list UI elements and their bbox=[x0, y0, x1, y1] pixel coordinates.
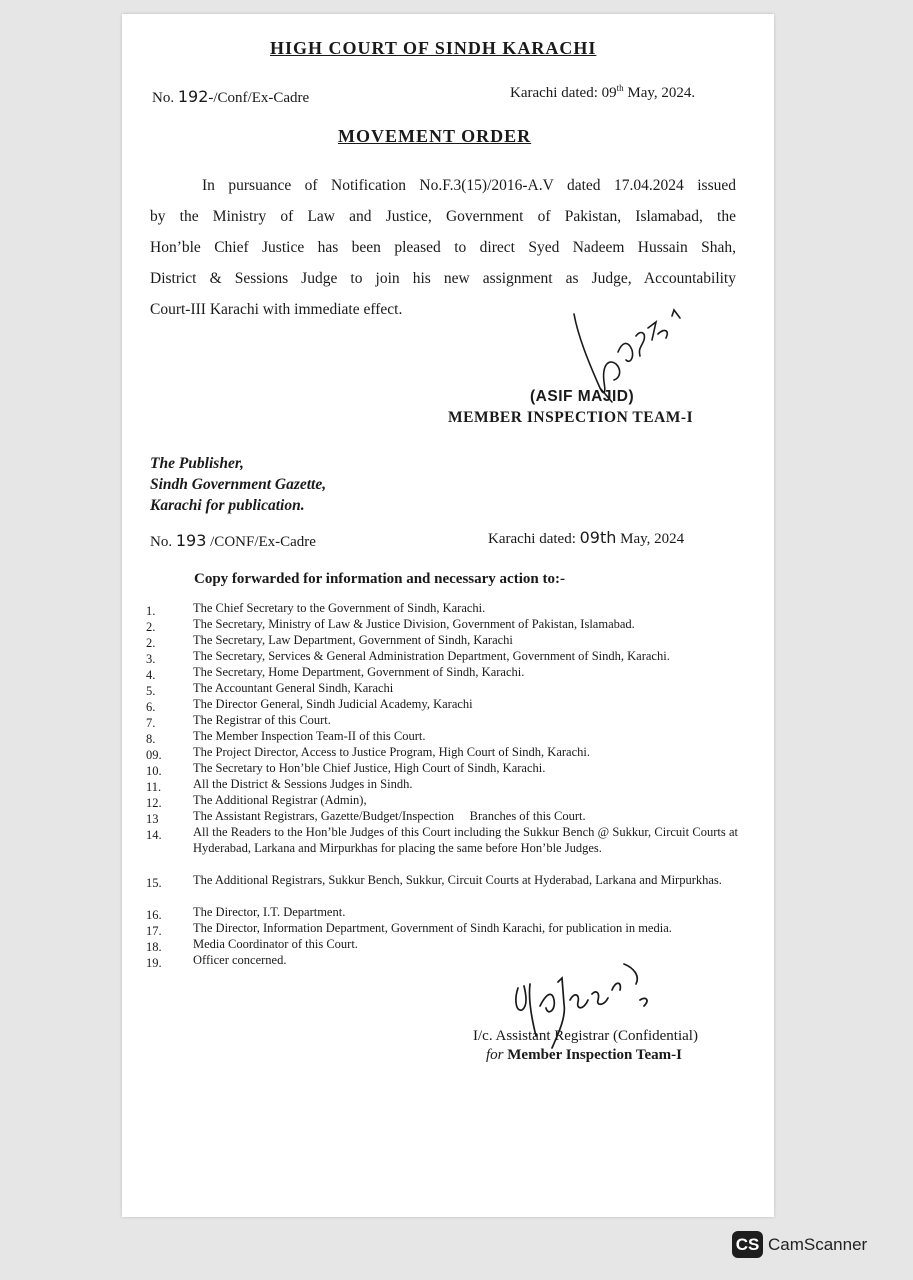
order-body-line: Hon’ble Chief Justice has been pleased to direct Syed Nadeem Hussain Shah, bbox=[150, 239, 736, 256]
list-item: 09. The Project Director, Access to Justice Program, High Court of Sindh, Karachi. bbox=[146, 745, 590, 762]
list-item: 2. The Secretary, Ministry of Law & Justice Division, Government of Pakistan, Islamabad. bbox=[146, 617, 635, 634]
order-body-line: Court-III Karachi with immediate effect. bbox=[150, 301, 403, 318]
list-item: 19. Officer concerned. bbox=[146, 953, 287, 970]
court-heading: HIGH COURT OF SINDH KARACHI bbox=[270, 38, 597, 58]
list-item: 17. The Director, Information Department, Government of Sindh Karachi, for publication in media. bbox=[146, 921, 672, 938]
signatory-name: (ASIF MAJID) bbox=[530, 388, 635, 405]
order-body-line: District & Sessions Judge to join his new assignment as Judge, Accountability bbox=[150, 270, 736, 287]
order-body-line: by the Ministry of Law and Justice, Government of Pakistan, Islamabad, the bbox=[150, 208, 736, 225]
publisher-address bbox=[150, 453, 326, 516]
list-item: 7. The Registrar of this Court. bbox=[146, 713, 331, 730]
list-item: 2. The Secretary, Law Department, Government of Sindh, Karachi bbox=[146, 633, 513, 650]
copy-date: Karachi dated: 09th May, 2024 bbox=[488, 528, 685, 547]
list-item: 1. The Chief Secretary to the Government of Sindh, Karachi. bbox=[146, 601, 486, 618]
assistant-registrar-label: I/c. Assistant Registrar (Confidential) bbox=[473, 1028, 698, 1044]
order-title: MOVEMENT ORDER bbox=[338, 126, 532, 146]
publisher-line: Karachi for publication. bbox=[150, 497, 305, 514]
order-date: Karachi dated: 09th May, 2024. bbox=[510, 83, 696, 101]
list-item: 3. The Secretary, Services & General Administration Department, Government of Sindh, Karachi. bbox=[146, 649, 670, 666]
list-item: 14. All the Readers to the Hon’ble Judges of this Court including the Sukkur Bench @ Sukkur, Circuit Courts at Hyderabad, Larkana and Mirpurkhas for placing the same before Hon’ble Judges. bbox=[146, 825, 738, 855]
signatory-title: MEMBER INSPECTION TEAM-I bbox=[448, 409, 694, 426]
order-body-line: In pursuance of Notification No.F.3(15)/2016-A.V dated 17.04.2024 issued bbox=[202, 177, 736, 194]
list-item: 10. The Secretary to Hon’ble Chief Justice, High Court of Sindh, Karachi. bbox=[146, 761, 546, 778]
list-item: 16. The Director, I.T. Department. bbox=[146, 905, 346, 922]
for-member-inspection-team: for Member Inspection Team-I bbox=[486, 1047, 682, 1063]
list-item: 15. The Additional Registrars, Sukkur Bench, Sukkur, Circuit Courts at Hyderabad, Larkana and Mirpurkhas. bbox=[146, 873, 722, 890]
order-body bbox=[150, 170, 736, 325]
list-item: 5. The Accountant General Sindh, Karachi bbox=[146, 681, 394, 698]
recipient-list bbox=[140, 600, 740, 968]
copy-reference-number: No. 193 /CONF/Ex-Cadre bbox=[150, 531, 316, 550]
list-item: 13 The Assistant Registrars, Gazette/Budget/Inspection Branches of this Court. bbox=[146, 809, 586, 826]
list-item: 6. The Director General, Sindh Judicial Academy, Karachi bbox=[146, 697, 473, 714]
copy-forward-heading: Copy forwarded for information and necessary action to:- bbox=[194, 571, 565, 587]
list-item: 18. Media Coordinator of this Court. bbox=[146, 937, 358, 954]
publisher-line: Sindh Government Gazette, bbox=[150, 476, 327, 493]
list-item: 11. All the District & Sessions Judges in Sindh. bbox=[146, 777, 413, 794]
order-reference-number: No. 192-/Conf/Ex-Cadre bbox=[152, 87, 310, 106]
camscanner-watermark: CamScanner bbox=[768, 1235, 868, 1254]
publisher-line: The Publisher, bbox=[150, 455, 244, 472]
list-item: 8. The Member Inspection Team-II of this Court. bbox=[146, 729, 426, 746]
list-item: 12. The Additional Registrar (Admin), bbox=[146, 793, 367, 810]
camscanner-logo-icon: CS bbox=[732, 1231, 763, 1258]
list-item: 4. The Secretary, Home Department, Government of Sindh, Karachi. bbox=[146, 665, 525, 682]
